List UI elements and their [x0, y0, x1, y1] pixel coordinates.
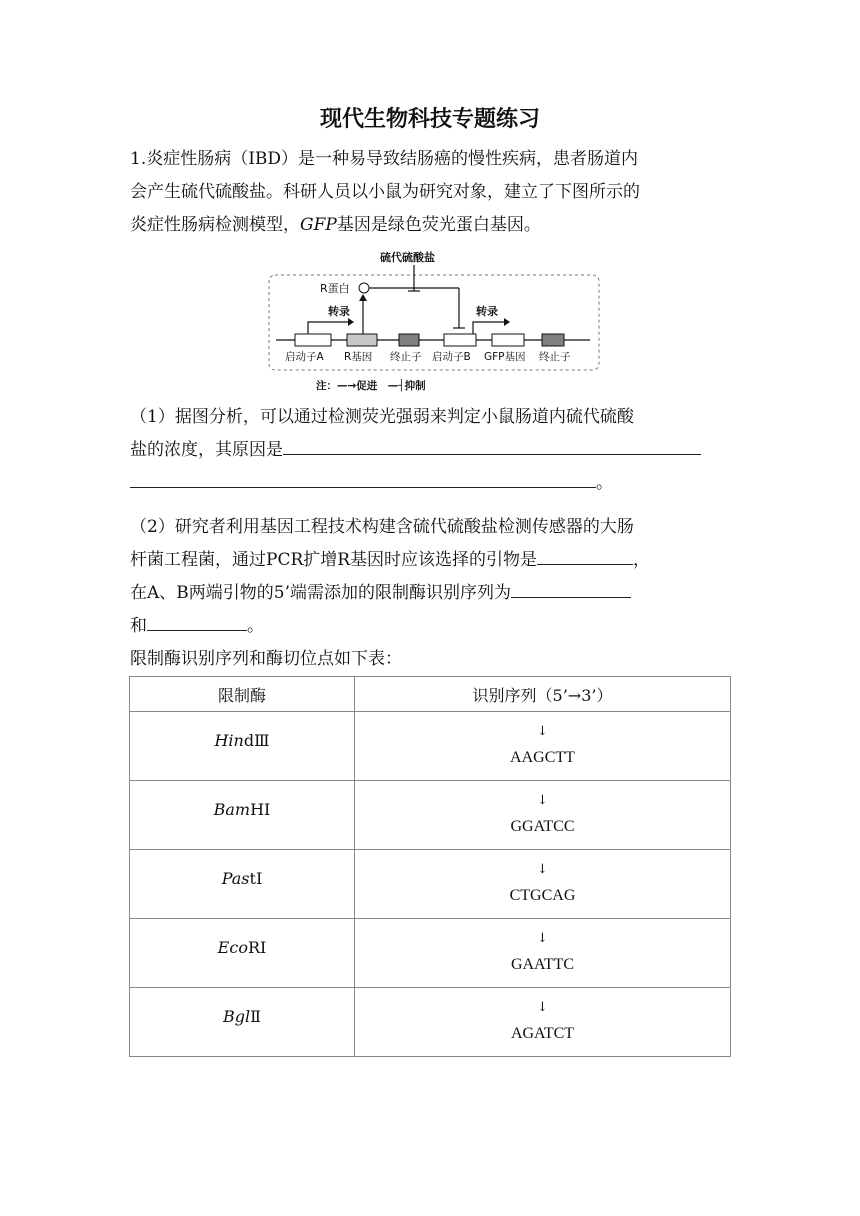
enzyme-name-italic: Hin: [214, 730, 244, 750]
gene-circuit-diagram: [268, 248, 600, 396]
sub-question-1: [130, 401, 730, 500]
sub-question-1-line-3: [130, 467, 730, 500]
sub-question-2-line-4: [130, 610, 730, 643]
transcription-label-right: 转录: [476, 305, 498, 318]
enzyme-name-italic: Pas: [221, 868, 250, 888]
answer-blank-primer[interactable]: [537, 544, 633, 565]
r-gene-box: [347, 334, 377, 346]
question-1-line-3-pre: 炎症性肠病检测模型，: [130, 215, 300, 235]
gfp-gene-box: [492, 334, 524, 346]
enzyme-cell: [130, 850, 355, 919]
sub-question-2-line-4-text: 和: [130, 616, 147, 636]
sub-question-1-line-1: （1）据图分析，可以通过检测荧光强弱来判定小鼠肠道内硫代硫酸: [130, 407, 634, 427]
sub-question-2-line-3-text: 在A、B两端引物的5’端需添加的限制酶识别序列为: [130, 583, 511, 603]
sequence-cell: [355, 988, 731, 1057]
enzyme-name-rest: dⅢ: [243, 730, 270, 750]
enzyme-cell: [130, 781, 355, 850]
transcription-arrow-right: [473, 322, 506, 334]
table-row: [130, 850, 731, 919]
cut-site-arrow: ↓: [537, 862, 548, 877]
promoter-a-box: [295, 334, 331, 346]
header-sequence: 识别序列（5’→3’）: [355, 677, 731, 712]
cut-site-arrow: ↓: [537, 931, 548, 946]
header-enzyme: 限制酶: [130, 677, 355, 712]
enzyme-name-italic: Bam: [213, 799, 251, 819]
sub-question-2-line-2-end: ，: [633, 550, 651, 570]
gene-label-promoter-b: 启动子B: [432, 351, 471, 363]
recognition-sequence: GAATTC: [510, 956, 575, 973]
gene-label-terminator-2: 终止子: [539, 351, 571, 363]
sequence-cell: [355, 919, 731, 988]
table-row: [130, 781, 731, 850]
recognition-sequence: GGATCC: [510, 818, 575, 835]
enzyme-name-rest: tⅠ: [249, 868, 263, 888]
terminator-1-box: [399, 334, 419, 346]
sub-question-2-line-4-end: 。: [247, 616, 264, 636]
enzyme-name-rest: RⅠ: [247, 937, 267, 957]
enzyme-name-rest: HⅠ: [250, 799, 271, 819]
enzyme-name-italic: Bgl: [223, 1006, 251, 1026]
sequence-cell: [355, 850, 731, 919]
answer-blank-1a[interactable]: [283, 434, 701, 455]
cut-site-arrow: ↓: [537, 724, 548, 739]
sub-question-2-line-2: [130, 544, 730, 577]
table-header-row: [130, 677, 731, 712]
table-intro: 限制酶识别序列和酶切位点如下表：: [130, 649, 402, 669]
gene-label-terminator-1: 终止子: [390, 351, 422, 363]
enzyme-cell: [130, 712, 355, 781]
sub-question-1-line-2: [130, 434, 730, 467]
cut-site-arrow: ↓: [537, 1000, 548, 1015]
promoter-b-box: [444, 334, 476, 346]
question-1-line-3-post: 基因是绿色荧光蛋白基因。: [336, 215, 541, 235]
question-1-text: [130, 143, 730, 242]
answer-blank-site-b[interactable]: [147, 610, 247, 631]
answer-blank-site-a[interactable]: [511, 577, 631, 598]
recognition-sequence: AAGCTT: [510, 749, 575, 766]
page-title: 现代生物科技专题练习: [319, 107, 540, 132]
recognition-sequence: CTGCAG: [509, 887, 576, 904]
question-1-line-1: 1.炎症性肠病（IBD）是一种易导致结肠癌的慢性疾病，患者肠道内: [130, 149, 639, 169]
enzyme-name-rest: Ⅱ: [250, 1006, 261, 1026]
enzyme-name-italic: Eco: [217, 937, 248, 957]
enzyme-cell: [130, 988, 355, 1057]
table-row: [130, 919, 731, 988]
r-protein-label: R蛋白: [320, 282, 350, 295]
sub-question-2-line-3: [130, 577, 730, 610]
sub-question-2: [130, 511, 730, 643]
transcription-arrow-left: [308, 322, 350, 334]
terminator-2-box: [542, 334, 564, 346]
r-protein-circle: [359, 283, 369, 293]
sub-question-1-end: 。: [596, 473, 613, 493]
cut-site-arrow: ↓: [537, 793, 548, 808]
restriction-enzyme-table: [129, 676, 731, 1057]
transcription-arrowhead-right: [504, 318, 510, 326]
question-1-line-2: 会产生硫代硫酸盐。科研人员以小鼠为研究对象，建立了下图所示的: [130, 182, 640, 202]
table-row: [130, 988, 731, 1057]
sub-question-1-line-2-text: 盐的浓度，其原因是: [130, 440, 283, 460]
sequence-cell: [355, 712, 731, 781]
thiosulfate-label: 硫代硫酸盐: [380, 251, 435, 264]
sub-question-2-line-1: （2）研究者利用基因工程技术构建含硫代硫酸盐检测传感器的大肠: [130, 517, 634, 537]
diagram-legend: 注：—→促进 —┤抑制: [316, 380, 426, 392]
transcription-arrowhead-left: [348, 318, 354, 326]
table-row: [130, 712, 731, 781]
gene-label-promoter-a: 启动子A: [285, 351, 324, 363]
recognition-sequence: AGATCT: [510, 1025, 575, 1042]
sequence-cell: [355, 781, 731, 850]
sub-question-2-line-2-text: 杆菌工程菌，通过PCR扩增R基因时应该选择的引物是: [130, 550, 538, 570]
enzyme-cell: [130, 919, 355, 988]
gene-label-r-gene: R基因: [344, 351, 373, 363]
question-1-line-3: [130, 209, 730, 242]
answer-blank-1b[interactable]: [130, 467, 596, 488]
gene-label-gfp-gene: GFP基因: [484, 351, 526, 363]
r-gene-arrowhead: [359, 294, 367, 301]
gfp-term: GFP: [300, 215, 337, 235]
transcription-label-left: 转录: [328, 305, 350, 318]
